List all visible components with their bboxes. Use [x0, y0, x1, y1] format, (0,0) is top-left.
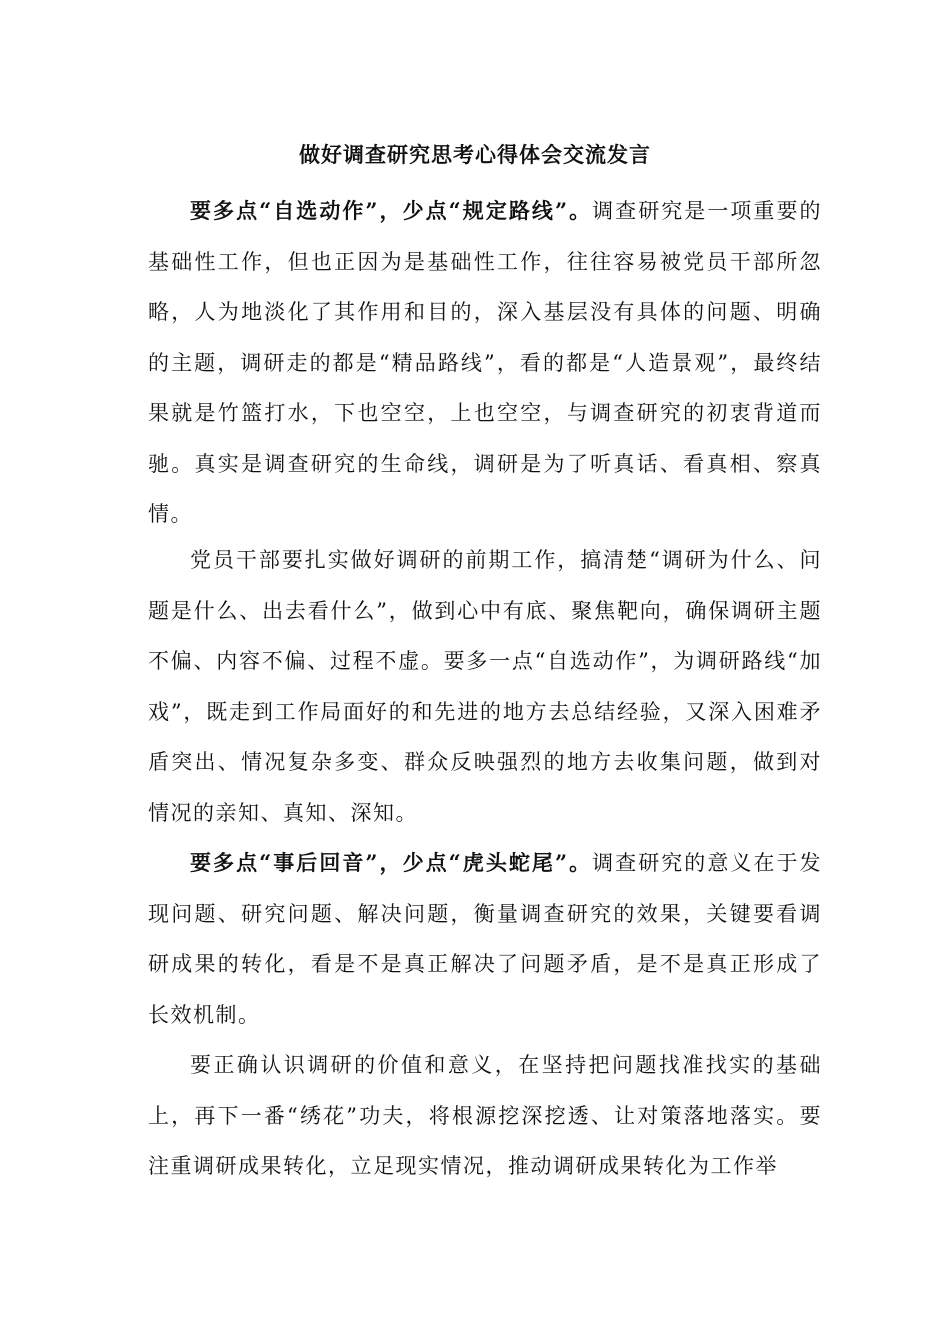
- paragraph-3-lead: 要多点“事后回音”，少点“虎头蛇尾”。: [190, 850, 593, 875]
- paragraph-1-lead: 要多点“自选动作”，少点“规定路线”。: [190, 198, 593, 223]
- paragraph-3-text: 调查研究的意义在于发现问题、研究问题、解决问题，衡量调查研究的效果，关键要看调研成果的转化，看是不是真正解决了问题矛盾，是不是真正形成了长效机制。: [148, 851, 823, 1027]
- paragraph-4: [148, 1040, 822, 1192]
- document-title: 做好调查研究思考心得体会交流发言: [299, 142, 651, 167]
- paragraph-1-text: 调查研究是一项重要的基础性工作，但也正因为是基础性工作，往往容易被党员干部所忽略，人为地淡化了其作用和目的，深入基层没有具体的问题、明确的主题，调研走的都是“精品路线”，看的都是“人造景观”，最终结果就是竹篮打水，下也空空，上也空空，与调查研究的初衷背道而驰。真实是调查研究的生命线，调研是为了听真话、看真相、察真情。: [148, 199, 823, 526]
- paragraph-3: [148, 838, 822, 1040]
- paragraph-2-text: 党员干部要扎实做好调研的前期工作，搞清楚“调研为什么、问题是什么、出去看什么”，做到心中有底、聚焦靶向，确保调研主题不偏、内容不偏、过程不虚。要多一点“自选动作”，为调研路线“加戏”，既走到工作局面好的和先进的地方去总结经验，又深入困难矛盾突出、情况复杂多变、群众反映强烈的地方去收集问题，做到对情况的亲知、真知、深知。: [148, 548, 822, 825]
- paragraph-2: [148, 535, 822, 838]
- paragraph-1: [148, 186, 822, 540]
- paragraph-4-text: 要正确认识调研的价值和意义，在坚持把问题找准找实的基础上，再下一番“绣花”功夫，将根源挖深挖透、让对策落地落实。要注重调研成果转化，立足现实情况，推动调研成果转化为工作举: [148, 1053, 822, 1178]
